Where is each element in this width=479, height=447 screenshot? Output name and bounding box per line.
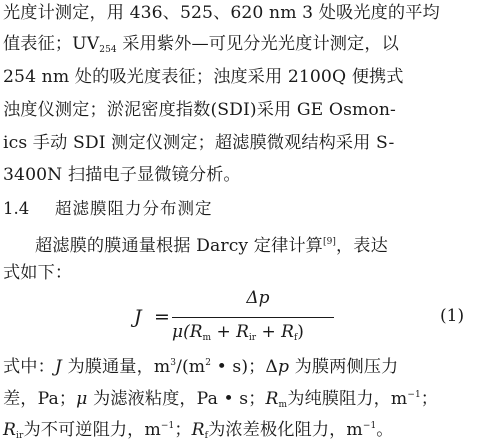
superscript: 3 — [170, 358, 177, 368]
paragraph3-line3 — [3, 415, 473, 447]
text-segment: ，表达 — [336, 236, 388, 256]
text-segment: 差，Pa； — [3, 389, 77, 409]
text-segment: 为膜通量，m — [61, 357, 171, 377]
text-segment: 超滤膜的膜通量根据 Darcy 定律计算 — [35, 236, 323, 256]
den-plus2: + R — [256, 322, 294, 342]
equation-denominator — [172, 322, 334, 343]
symbol-mu: μ — [76, 389, 88, 409]
paragraph2-line2: 式如下： — [3, 263, 73, 283]
paragraph2-line1 — [35, 231, 475, 257]
paragraph1-line6: 3400N 扫描电子显微镜分析。 — [3, 165, 241, 185]
superscript: −1 — [160, 421, 175, 431]
text-segment: • s)；Δ — [211, 357, 278, 377]
paragraph1-line1: 光度计测定，用 436、525、620 nm 3 处吸光度的平均 — [3, 3, 440, 23]
section-heading — [3, 198, 213, 220]
symbol-J: J — [54, 357, 62, 377]
text-segment: 式中： — [3, 357, 55, 377]
equation-numerator — [238, 288, 278, 308]
den-plus1: + R — [211, 322, 249, 342]
den-sub-f: f — [293, 333, 298, 343]
text-segment: 。 — [376, 420, 394, 440]
text-segment: ； — [420, 389, 439, 409]
text-segment: 值表征；UV — [3, 34, 100, 54]
numerator-text: Δp — [246, 288, 270, 308]
symbol-p: p — [277, 357, 290, 377]
subscript: 254 — [99, 45, 117, 55]
equation-tag: (1) — [440, 306, 465, 326]
text-segment: 为滤液粘度，Pa • s； — [87, 389, 266, 409]
symbol-R: R — [3, 420, 17, 440]
superscript: −1 — [407, 390, 421, 400]
subscript: ir — [16, 431, 24, 441]
section-number: 1.4 — [3, 199, 30, 218]
text-segment: 为膜两侧压力 — [289, 357, 399, 377]
den-sub-m: m — [202, 333, 212, 343]
text-segment: 采用紫外—可见分光光度计测定，以 — [116, 34, 399, 54]
symbol-R: R — [265, 389, 279, 409]
den-mu: μ — [172, 322, 184, 342]
paragraph1-line3: 254 nm 处的吸光度表征；浊度采用 2100Q 便携式 — [3, 67, 404, 87]
den-sub-ir: ir — [248, 333, 257, 343]
text-segment: /(m — [176, 357, 206, 377]
text-segment: 为不可逆阻力，m — [23, 420, 161, 440]
den-open: (R — [183, 322, 203, 342]
text-segment: 为纯膜阻力，m — [287, 389, 408, 409]
paragraph1-line2 — [3, 33, 473, 61]
section-title: 超滤膜阻力分布测定 — [55, 199, 213, 218]
paragraph3-line1 — [3, 352, 473, 378]
paragraph1-line4: 浊度仪测定；淤泥密度指数(SDI)采用 GE Osmon- — [3, 100, 396, 120]
paragraph3-line2 — [3, 384, 473, 416]
superscript: −1 — [362, 421, 377, 431]
subscript: m — [278, 400, 288, 410]
fraction-bar — [172, 317, 334, 318]
equation-equals: = — [154, 306, 170, 328]
paragraph1-line5: ics 手动 SDI 测定仪测定；超滤膜微观结构采用 S- — [3, 133, 395, 153]
equation-1 — [0, 288, 479, 348]
subscript: f — [204, 431, 209, 441]
equation-lhs: J — [134, 306, 142, 328]
citation-ref: [9] — [322, 237, 337, 247]
symbol-R: R — [191, 420, 205, 440]
text-segment: ； — [174, 420, 192, 440]
superscript: 2 — [205, 358, 212, 368]
den-close: ) — [297, 322, 304, 342]
text-segment: 为浓差极化阻力，m — [208, 420, 363, 440]
